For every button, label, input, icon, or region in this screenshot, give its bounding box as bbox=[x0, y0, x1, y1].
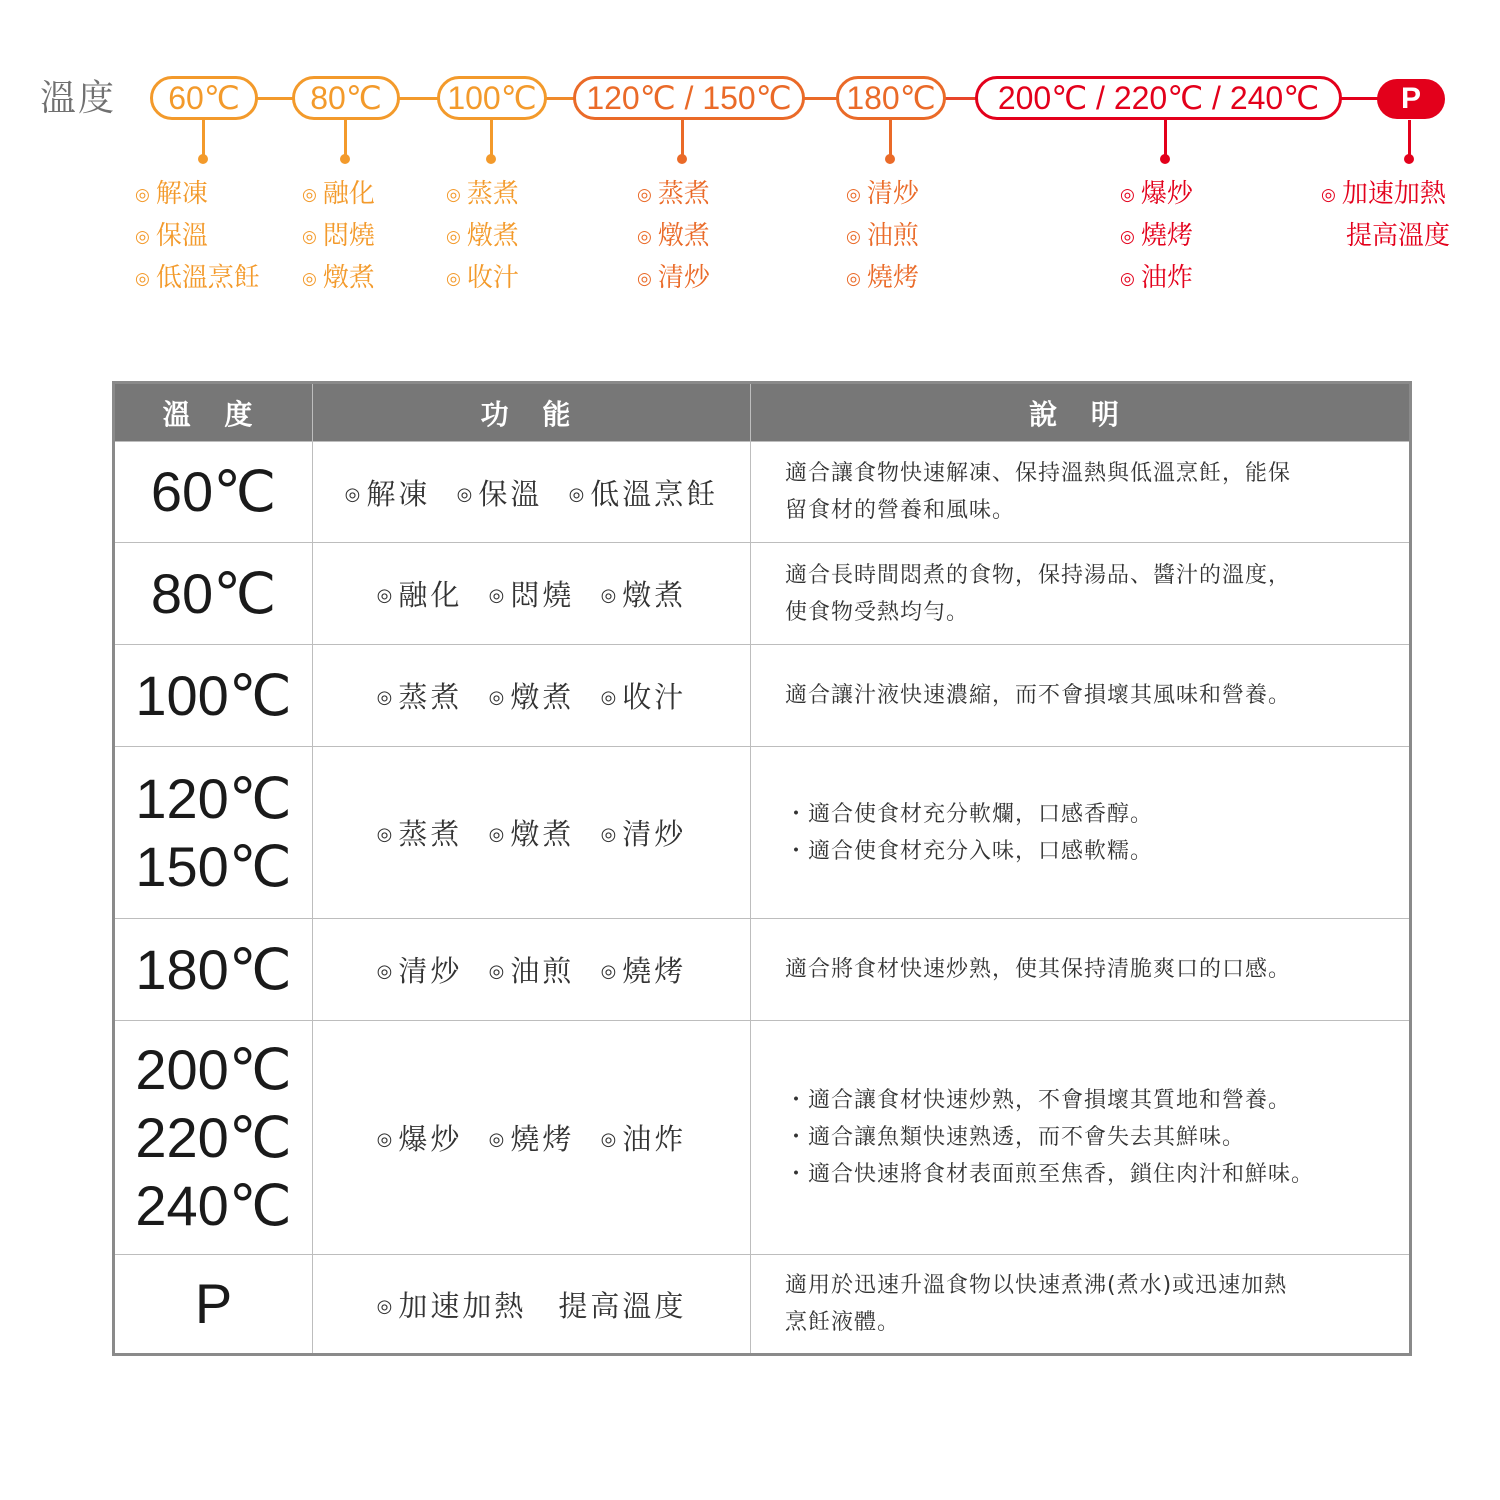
scale-drop-line bbox=[681, 120, 684, 158]
double-circle-icon: ◎ bbox=[376, 961, 393, 982]
description-line: 適合將食材快速炒熟，使其保持清脆爽口的口感。 bbox=[785, 957, 1292, 982]
double-circle-icon: ◎ bbox=[846, 185, 861, 205]
double-circle-icon: ◎ bbox=[302, 269, 317, 289]
description-cell bbox=[751, 919, 1411, 1021]
double-circle-icon: ◎ bbox=[600, 585, 617, 606]
description-line: 適合長時間悶煮的食物，保持湯品、醬汁的溫度， bbox=[785, 562, 1292, 588]
temp-pill-180: 180℃ bbox=[836, 76, 946, 120]
description-cell bbox=[751, 645, 1411, 747]
scale-connector bbox=[257, 97, 295, 100]
temp-cell bbox=[114, 1255, 313, 1355]
scale-functions-120-150 bbox=[637, 174, 710, 300]
description-line: ・適合使食材充分入味，口感軟糯。 bbox=[785, 838, 1154, 864]
function-label: 清炒 bbox=[398, 954, 463, 988]
function-cell bbox=[313, 919, 751, 1021]
double-circle-icon: ◎ bbox=[846, 227, 861, 247]
function-label: 油煎 bbox=[510, 954, 575, 988]
double-circle-icon: ◎ bbox=[600, 824, 617, 845]
scale-connector bbox=[399, 97, 439, 100]
scale-label: 溫度 bbox=[40, 78, 117, 119]
temp-pill-200-220-240: 200℃ / 220℃ / 240℃ bbox=[975, 76, 1342, 120]
function-item: ◎ 燉煮 bbox=[637, 221, 710, 251]
scale-dot bbox=[885, 154, 895, 164]
double-circle-icon: ◎ bbox=[600, 1129, 617, 1150]
double-circle-icon: ◎ bbox=[1321, 185, 1336, 205]
double-circle-icon: ◎ bbox=[600, 961, 617, 982]
description-line: ・適合讓魚類快速熟透，而不會失去其鮮味。 bbox=[785, 1125, 1246, 1150]
temp-cell bbox=[114, 1021, 313, 1255]
function-item: ◎ 燒烤 bbox=[846, 263, 919, 293]
double-circle-icon: ◎ bbox=[846, 269, 861, 289]
function-item: ◎ 清炒 bbox=[846, 179, 919, 209]
scale-drop-line bbox=[1164, 120, 1167, 158]
function-item: ◎ 油炸 bbox=[1120, 263, 1193, 293]
function-label: 加速加熱 提高溫度 bbox=[398, 1288, 687, 1323]
description-cell bbox=[751, 543, 1411, 645]
double-circle-icon: ◎ bbox=[135, 185, 150, 205]
double-circle-icon: ◎ bbox=[302, 227, 317, 247]
description-cell bbox=[751, 442, 1411, 543]
scale-functions-80 bbox=[302, 174, 375, 300]
scale-dot bbox=[198, 154, 208, 164]
header-temperature: 溫 度 bbox=[114, 383, 313, 442]
function-cell bbox=[313, 747, 751, 919]
function-label: 收汁 bbox=[622, 680, 687, 714]
function-label: 清炒 bbox=[622, 817, 687, 851]
description-cell bbox=[751, 747, 1411, 919]
function-label: 蒸煮 bbox=[398, 817, 463, 851]
double-circle-icon: ◎ bbox=[376, 1295, 393, 1317]
double-circle-icon: ◎ bbox=[456, 483, 473, 505]
scale-dot bbox=[486, 154, 496, 164]
function-item: ◎ 低溫烹飪 bbox=[135, 263, 260, 293]
table-row bbox=[114, 442, 1411, 543]
function-item: ◎ 悶燒 bbox=[302, 221, 375, 251]
temp-value: 100℃ bbox=[135, 663, 292, 727]
function-item: 提高溫度 bbox=[1346, 221, 1451, 251]
double-circle-icon: ◎ bbox=[1120, 269, 1135, 289]
function-item: ◎ 蒸煮 bbox=[637, 179, 710, 209]
scale-dot bbox=[1404, 154, 1414, 164]
temp-value: 240℃ bbox=[135, 1173, 292, 1237]
description-line: 適合讓汁液快速濃縮，而不會損壞其風味和營養。 bbox=[785, 683, 1292, 708]
scale-drop-line bbox=[1408, 120, 1411, 158]
function-cell bbox=[313, 442, 751, 543]
function-label: 解凍 bbox=[366, 476, 431, 511]
temp-cell bbox=[114, 919, 313, 1021]
description-cell bbox=[751, 1255, 1411, 1355]
scale-functions-100 bbox=[446, 174, 519, 300]
temp-pill-80: 80℃ bbox=[292, 76, 400, 120]
function-item: ◎ 油煎 bbox=[846, 221, 919, 251]
temp-value: 60℃ bbox=[150, 460, 277, 523]
temp-cell bbox=[114, 747, 313, 919]
temp-pill-120-150: 120℃ / 150℃ bbox=[573, 76, 805, 120]
description-line: ・適合讓食材快速炒熟，不會損壞其質地和營養。 bbox=[785, 1088, 1292, 1113]
double-circle-icon: ◎ bbox=[135, 227, 150, 247]
temp-pill-60: 60℃ bbox=[150, 76, 258, 120]
temp-cell bbox=[114, 645, 313, 747]
temp-cell bbox=[114, 543, 313, 645]
function-item: ◎ 蒸煮 bbox=[446, 179, 519, 209]
scale-connector bbox=[1340, 97, 1380, 100]
function-label: 油炸 bbox=[622, 1122, 687, 1156]
scale-dot bbox=[1160, 154, 1170, 164]
double-circle-icon: ◎ bbox=[637, 227, 652, 247]
function-item: ◎ 清炒 bbox=[637, 263, 710, 293]
double-circle-icon: ◎ bbox=[488, 1129, 505, 1150]
function-label: 燉煮 bbox=[510, 680, 575, 714]
double-circle-icon: ◎ bbox=[446, 269, 461, 289]
description-line: 留食材的營養和風味。 bbox=[785, 498, 1016, 523]
temp-value: 200℃ bbox=[135, 1037, 292, 1101]
scale-functions-200-220-240 bbox=[1120, 174, 1193, 300]
header-description: 說 明 bbox=[751, 383, 1411, 442]
table-row bbox=[114, 747, 1411, 919]
double-circle-icon: ◎ bbox=[344, 483, 361, 505]
function-label: 燉煮 bbox=[622, 578, 687, 612]
double-circle-icon: ◎ bbox=[302, 185, 317, 205]
double-circle-icon: ◎ bbox=[135, 269, 150, 289]
description-line: 使食物受熱均勻。 bbox=[785, 599, 970, 625]
table-row bbox=[114, 1021, 1411, 1255]
double-circle-icon: ◎ bbox=[568, 483, 585, 505]
function-cell bbox=[313, 543, 751, 645]
scale-connector bbox=[803, 97, 838, 100]
description-line: 烹飪液體。 bbox=[785, 1310, 901, 1335]
function-cell bbox=[313, 1021, 751, 1255]
function-item: ◎ 收汁 bbox=[446, 263, 519, 293]
function-item: ◎ 燉煮 bbox=[302, 263, 375, 293]
temp-value: 120℃ bbox=[135, 766, 292, 830]
function-item: ◎ 燉煮 bbox=[446, 221, 519, 251]
function-item: ◎ 解凍 bbox=[135, 179, 208, 209]
scale-dot bbox=[340, 154, 350, 164]
double-circle-icon: ◎ bbox=[488, 687, 505, 708]
table-row bbox=[114, 645, 1411, 747]
function-label: 燉煮 bbox=[510, 817, 575, 851]
function-item: ◎ 保溫 bbox=[135, 221, 208, 251]
description-line: ・適合使食材充分軟爛，口感香醇。 bbox=[785, 801, 1154, 827]
scale-drop-line bbox=[490, 120, 493, 158]
scale-drop-line bbox=[202, 120, 205, 158]
double-circle-icon: ◎ bbox=[488, 824, 505, 845]
double-circle-icon: ◎ bbox=[376, 585, 393, 606]
scale-functions-60 bbox=[135, 174, 260, 300]
table-row bbox=[114, 919, 1411, 1021]
function-item: ◎ 融化 bbox=[302, 179, 375, 209]
function-label: 爆炒 bbox=[398, 1122, 463, 1156]
temp-pill-p: P bbox=[1377, 79, 1445, 119]
function-label: 悶燒 bbox=[510, 578, 575, 612]
function-label: 燒烤 bbox=[510, 1122, 575, 1156]
function-label: 蒸煮 bbox=[398, 680, 463, 714]
temp-value: P bbox=[194, 1272, 233, 1335]
description-line: ・適合快速將食材表面煎至焦香，鎖住肉汁和鮮味。 bbox=[785, 1162, 1315, 1187]
double-circle-icon: ◎ bbox=[1120, 185, 1135, 205]
table-row bbox=[114, 1255, 1411, 1355]
description-line: 適用於迅速升溫食物以快速煮沸(煮水)或迅速加熱 bbox=[785, 1273, 1288, 1298]
function-item: ◎ 爆炒 bbox=[1120, 179, 1193, 209]
double-circle-icon: ◎ bbox=[488, 585, 505, 606]
double-circle-icon: ◎ bbox=[376, 1129, 393, 1150]
function-item: ◎ 加速加熱 bbox=[1321, 179, 1446, 209]
function-item: ◎ 燒烤 bbox=[1120, 221, 1193, 251]
double-circle-icon: ◎ bbox=[637, 269, 652, 289]
description-cell bbox=[751, 1021, 1411, 1255]
temp-value: 80℃ bbox=[150, 561, 277, 625]
scale-connector bbox=[944, 97, 977, 100]
temp-value: 180℃ bbox=[135, 937, 292, 1001]
scale-functions-p bbox=[1321, 174, 1450, 258]
header-function: 功 能 bbox=[313, 383, 751, 442]
double-circle-icon: ◎ bbox=[600, 687, 617, 708]
function-label: 融化 bbox=[398, 578, 463, 612]
double-circle-icon: ◎ bbox=[1120, 227, 1135, 247]
temp-value: 220℃ bbox=[135, 1105, 292, 1169]
double-circle-icon: ◎ bbox=[376, 687, 393, 708]
function-label: 保溫 bbox=[478, 476, 543, 511]
temperature-function-table bbox=[112, 381, 1412, 1356]
scale-drop-line bbox=[889, 120, 892, 158]
table-header-row bbox=[114, 383, 1411, 442]
scale-dot bbox=[677, 154, 687, 164]
scale-connector bbox=[545, 97, 575, 100]
function-label: 燒烤 bbox=[622, 954, 687, 988]
temp-value: 150℃ bbox=[135, 834, 292, 898]
function-label: 低溫烹飪 bbox=[590, 476, 719, 511]
double-circle-icon: ◎ bbox=[376, 824, 393, 845]
function-cell bbox=[313, 645, 751, 747]
temp-pill-100: 100℃ bbox=[437, 76, 547, 120]
function-cell bbox=[313, 1255, 751, 1355]
double-circle-icon: ◎ bbox=[446, 227, 461, 247]
description-line: 適合讓食物快速解凍、保持溫熱與低溫烹飪，能保 bbox=[785, 461, 1292, 486]
scale-drop-line bbox=[344, 120, 347, 158]
temp-cell bbox=[114, 442, 313, 543]
double-circle-icon: ◎ bbox=[488, 961, 505, 982]
table-row bbox=[114, 543, 1411, 645]
scale-functions-180 bbox=[846, 174, 919, 300]
double-circle-icon: ◎ bbox=[637, 185, 652, 205]
double-circle-icon: ◎ bbox=[446, 185, 461, 205]
